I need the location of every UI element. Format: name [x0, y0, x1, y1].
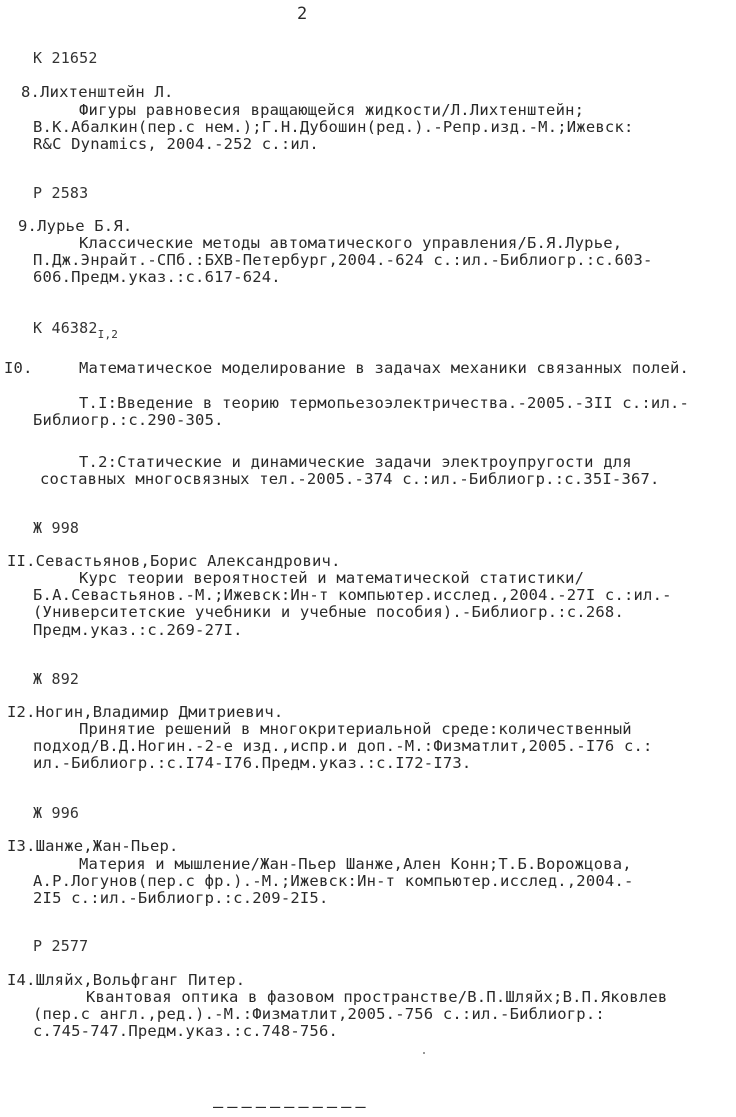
entry-volume: Т.I:Введение в теорию термопьезоэлектричества.-2005.-3II с.:ил.-	[79, 394, 690, 412]
shelf-mark: Ж 998	[33, 519, 80, 537]
shelf-mark: Р 2583	[33, 184, 89, 202]
entry-author: II.Севастьянов,Борис Александрович.	[7, 552, 341, 570]
shelf-mark: К $46382_{I,2}$	[33, 319, 119, 341]
entry-line: составных многосвязных тел.-2005.-374 с.:ил.-Библиогр.:с.35I-367.	[40, 470, 660, 488]
page-number: 2	[297, 4, 308, 24]
entry-title: Математическое моделирование в задачах механики связанных полей.	[79, 359, 690, 377]
entry-line: П.Дж.Энрайт.-СПб.:БХВ-Петербург,2004.-624 с.:ил.-Библиогр.:с.603-	[33, 251, 653, 269]
shelf-mark: Р 2577	[33, 937, 89, 955]
entry-line: А.Р.Логунов(пер.с фр.).-М.;Ижевск:Ин-т компьютер.исслед.,2004.-	[33, 872, 634, 890]
entry-line: (Университетские учебники и учебные пособия).-Библиогр.:с.268.	[33, 603, 624, 621]
entry-title: Принятие решений в многокритериальной среде:количественный	[79, 720, 632, 738]
shelf-mark: К 21652	[33, 49, 98, 67]
entry-title: Квантовая оптика в фазовом пространстве/В.П.Шляйх;В.П.Яковлев	[86, 988, 668, 1006]
entry-line: R&C Dynamics, 2004.-252 с.:ил.	[33, 135, 319, 153]
entry-line: Б.А.Севастьянов.-М.;Ижевск:Ин-т компьютер.исслед.,2004.-27I с.:ил.-	[33, 586, 672, 604]
shelf-mark: Ж 892	[33, 670, 80, 688]
entry-line: ил.-Библиогр.:с.I74-I76.Предм.указ.:с.I72-I73.	[33, 754, 472, 772]
entry-line: подход/В.Д.Ногин.-2-е изд.,испр.и доп.-М.:Физматлит,2005.-I76 с.:	[33, 737, 653, 755]
entry-line: с.745-747.Предм.указ.:с.748-756.	[33, 1022, 339, 1040]
entry-author: I3.Шанже,Жан-Пьер.	[7, 837, 179, 855]
entry-volume: Т.2:Статические и динамические задачи электроупругости для	[79, 453, 632, 471]
footer-dash-rule: ———————————	[213, 1097, 370, 1117]
entry-line: 2I5 с.:ил.-Библиогр.:с.209-2I5.	[33, 889, 329, 907]
shelf-mark: Ж 996	[33, 804, 80, 822]
entry-title: Классические методы автоматического управления/Б.Я.Лурье,	[79, 234, 623, 252]
entry-number: I0.	[4, 359, 33, 377]
entry-title: Фигуры равновесия вращающейся жидкости/Л.Лихтенштейн;	[79, 101, 585, 119]
entry-title: Материя и мышление/Жан-Пьер Шанже,Ален Конн;Т.Б.Ворожцова,	[79, 855, 632, 873]
entry-line: 606.Предм.указ.:с.617-624.	[33, 268, 281, 286]
entry-author: 8.Лихтенштейн Л.	[21, 83, 174, 101]
entry-author: 9.Лурье Б.Я.	[18, 217, 133, 235]
entry-line: Библиогр.:с.290-305.	[33, 411, 224, 429]
shelf-mark-volumes: I,2	[97, 328, 119, 341]
entry-line: (пер.с англ.,ред.).-М.:Физматлит,2005.-756 с.:ил.-Библиогр.:	[33, 1005, 605, 1023]
entry-author: I4.Шляйх,Вольфганг Питер.	[7, 971, 246, 989]
entry-title: Курс теории вероятностей и математической статистики/	[79, 569, 585, 587]
ink-speck	[423, 1052, 425, 1054]
entry-line: Предм.указ.:с.269-27I.	[33, 621, 243, 639]
entry-line: В.К.Абалкин(пер.с нем.);Г.Н.Дубошин(ред.).-Репр.изд.-М.;Ижевск:	[33, 118, 634, 136]
entry-author: I2.Ногин,Владимир Дмитриевич.	[7, 703, 284, 721]
